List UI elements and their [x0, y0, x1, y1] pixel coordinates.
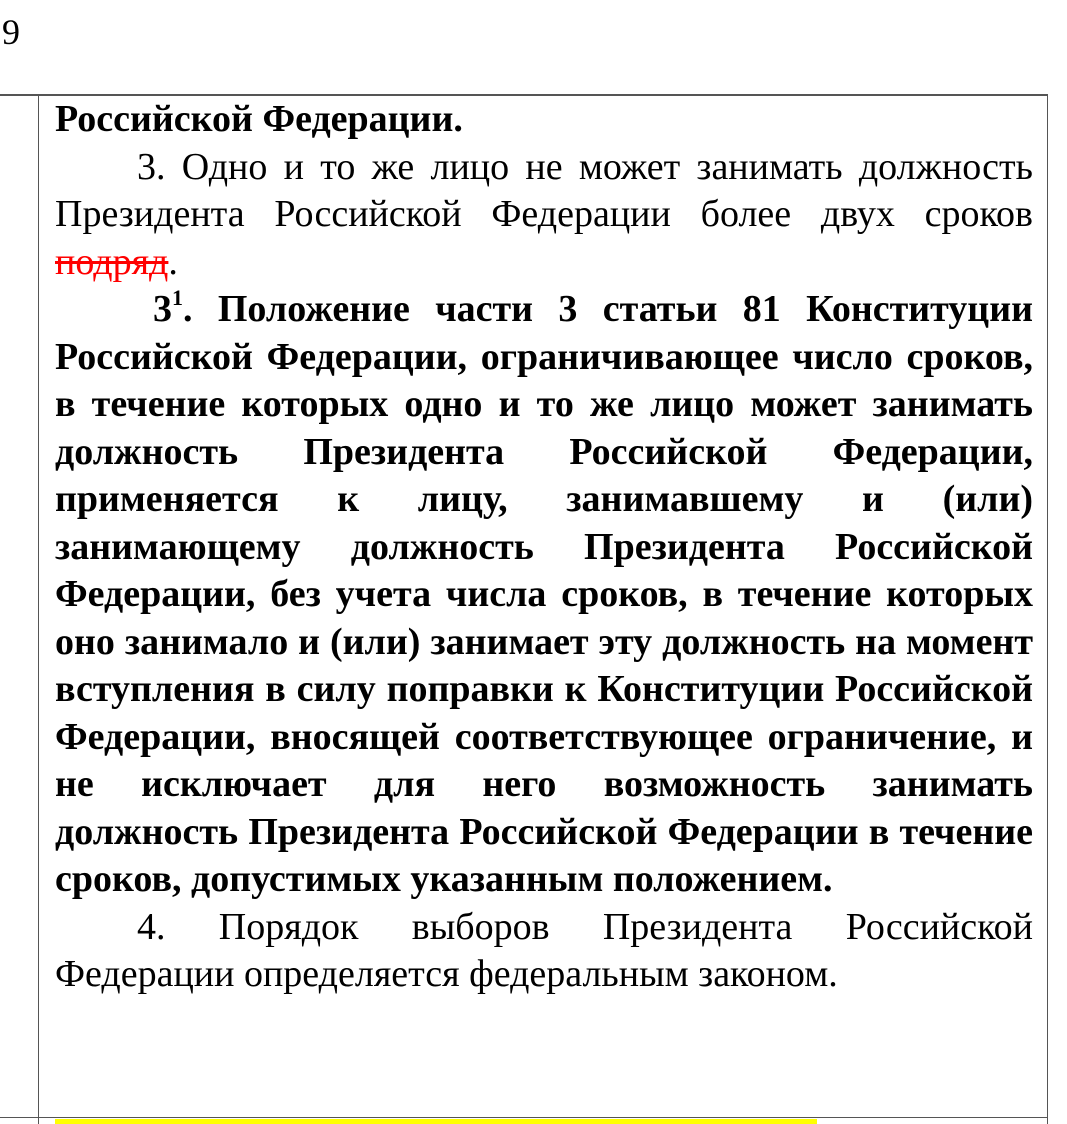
yellow-highlight-bar — [55, 1119, 817, 1124]
article-part-4: 4. Порядок выборов Президента Российской Федерации определяется федеральным законом. — [55, 905, 1033, 995]
article-part-3-1 — [55, 286, 1033, 904]
table-right-border — [1047, 94, 1048, 1124]
article-part-3 — [55, 144, 1033, 287]
part-3-ending: . — [168, 240, 178, 283]
part-3-text: 3. Одно и то же лицо не может занимать должность Президента Российской Федерации более двух сроков — [55, 145, 1033, 235]
part-3-1-superscript: 1 — [172, 285, 183, 310]
part-3-1-number: 3 — [153, 288, 172, 330]
deleted-word: подряд — [55, 240, 169, 283]
table-column-divider — [38, 94, 39, 1124]
page-number: 9 — [2, 12, 20, 52]
part-3-1-text: . Положение части 3 статьи 81 Конституции Российской Федерации, ограничивающее число сроков, в течение которых одно и то же лицо может занимать должность Президента Российской Федерации, применяется к лицу, занимавшему и (или) занимающему должность Президента Российской Федерации, без учета числа сроков, в течение которых оно занимало и (или) занимает эту должность на момент вступления в силу поправки к Конституции Российской Федерации, вносящей соответствующее ограничение, и не исключает для него возможность занимать должность Президента Российской Федерации в течение сроков, допустимых указанным положением. — [55, 288, 1033, 900]
article-text-cell — [55, 96, 1033, 999]
line-continuation: Российской Федерации. — [55, 98, 463, 140]
table-bottom-border — [0, 1117, 1048, 1118]
